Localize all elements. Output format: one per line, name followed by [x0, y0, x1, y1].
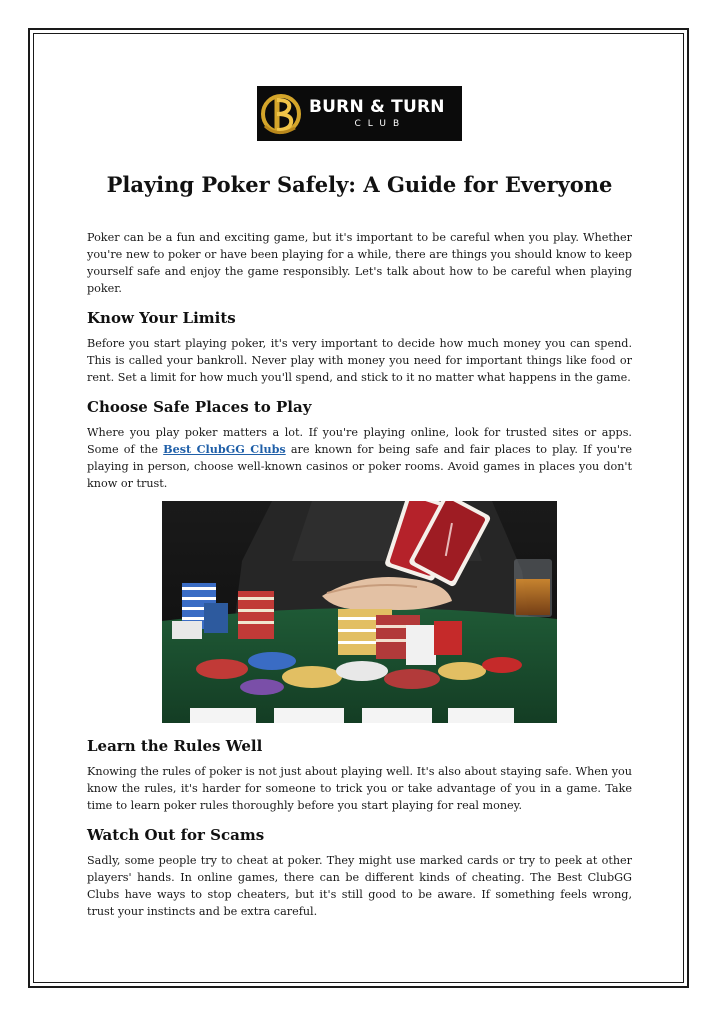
article-content	[87, 170, 632, 931]
safe-places-text-start: Where you play poker matters a lot. If you're playing online, look for trusted sites or apps. Some of the	[87, 426, 632, 456]
intro-paragraph: Poker can be a fun and exciting game, but it's important to be careful when you play. Whether you're new to poker or have been playing for a while, there are things you should know to keep yourself safe and enjoy the game responsibly. Let's talk about how to be careful when playing poker.	[87, 231, 632, 295]
page-title: Playing Poker Safely: A Guide for Everyone	[106, 172, 613, 197]
poker-table-photo	[162, 501, 557, 723]
logo-text-group	[309, 97, 445, 130]
burn-turn-club-logo	[257, 86, 462, 141]
logo-b-mark-icon	[257, 86, 305, 141]
section-heading-choose-safe-places: Choose Safe Places to Play	[87, 398, 312, 416]
logo-title: BURN & TURN	[309, 97, 445, 117]
safe-places-text-end: are known for being safe and fair places to play. If you're playing in person, choose well-known casinos or poker rooms. Avoid games in places you don't know or trust.	[87, 443, 632, 490]
section-body-choose-safe-places	[87, 424, 632, 492]
section-body-watch-out-for-scams: Sadly, some people try to cheat at poker. They might use marked cards or try to peek at other players' hands. In online games, there can be different kinds of cheating. The Best ClubGG Clubs have ways to stop cheaters, but it's still good to be aware. If something feels wrong, trust your instincts and be extra careful.	[87, 854, 632, 918]
section-body-know-your-limits: Before you start playing poker, it's very important to decide how much money you can spend. This is called your bankroll. Never play with money you need for important things like food or rent. Set a limit for how much you'll spend, and stick to it no matter what happens in the game.	[87, 337, 632, 384]
logo-subtitle: CLUB	[354, 119, 407, 129]
best-clubgg-clubs-link[interactable]: Best ClubGG Clubs	[163, 442, 286, 456]
section-heading-learn-the-rules: Learn the Rules Well	[87, 737, 263, 755]
section-body-learn-the-rules: Knowing the rules of poker is not just about playing well. It's also about staying safe. When you know the rules, it's harder for someone to trick you or take advantage of you in a game. Take time to learn poker rules thoroughly before you start playing for real money.	[87, 765, 632, 812]
section-heading-watch-out-for-scams: Watch Out for Scams	[87, 826, 265, 844]
section-heading-know-your-limits: Know Your Limits	[87, 309, 236, 327]
